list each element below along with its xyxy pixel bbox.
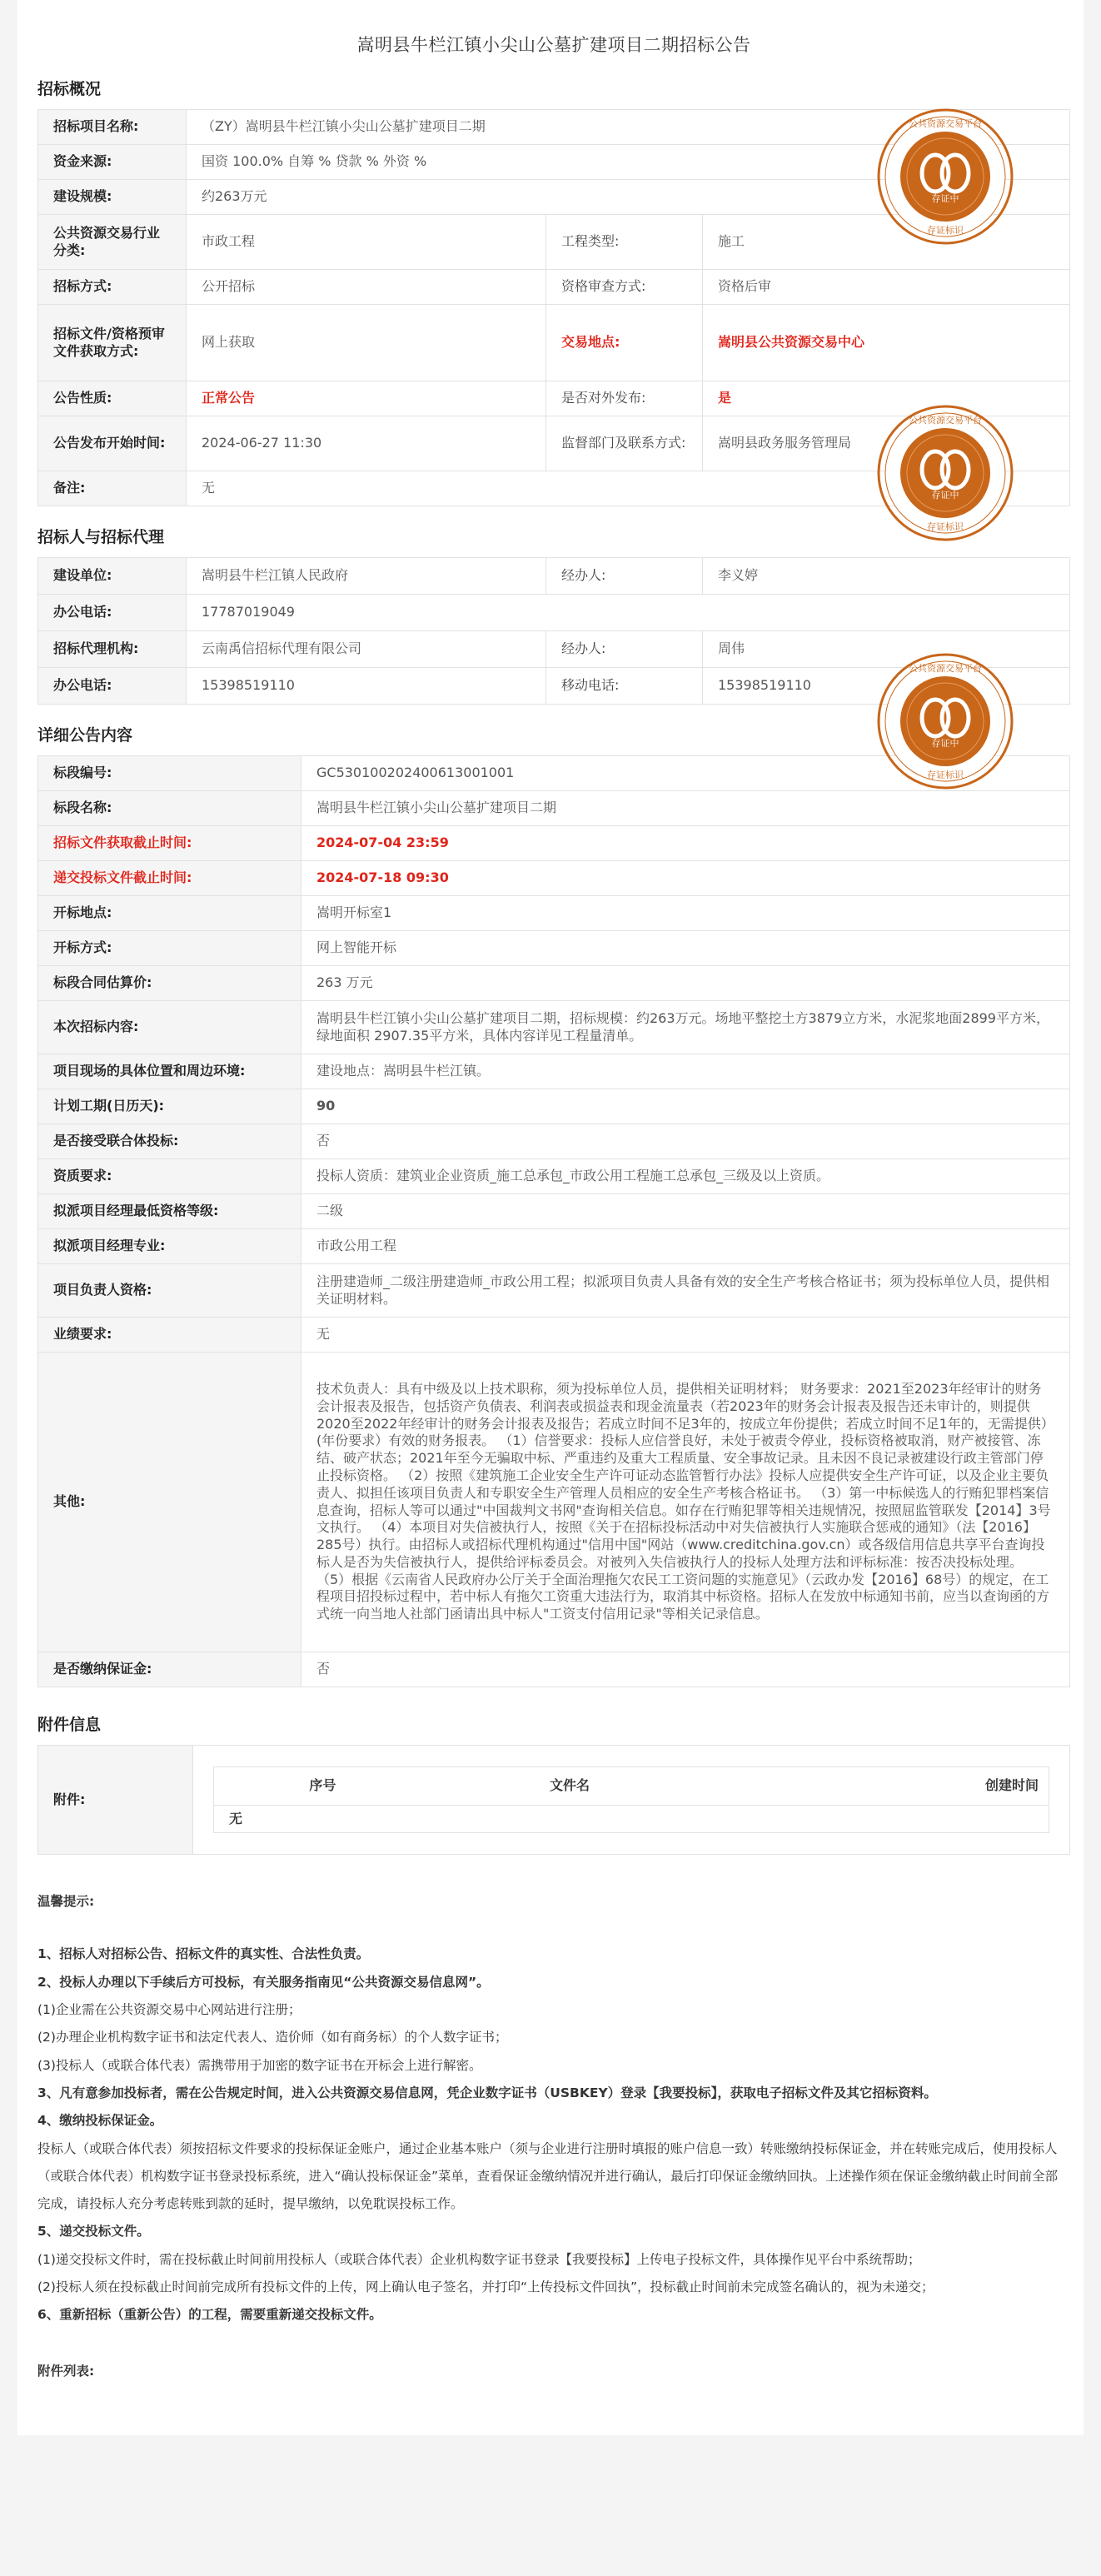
col-created: 创建时间 bbox=[708, 1766, 1049, 1805]
tips-line: 5、递交投标文件。 bbox=[37, 2224, 150, 2240]
detail-row bbox=[38, 1089, 1070, 1124]
label-project-name: 招标项目名称: bbox=[38, 110, 187, 145]
value-agent: 云南禹信招标代理有限公司 bbox=[187, 631, 546, 668]
seal-center-text: 存证中 bbox=[931, 490, 959, 501]
value-nature: 正常公告 bbox=[187, 381, 546, 416]
label-nature: 公告性质: bbox=[38, 381, 187, 416]
label-phone: 办公电话: bbox=[38, 595, 187, 631]
detail-label: 标段编号: bbox=[38, 756, 301, 791]
tips-line: 4、缴纳投标保证金。 bbox=[37, 2113, 163, 2129]
detail-label: 项目负责人资格: bbox=[38, 1264, 301, 1318]
tips-line: 投标人（或联合体代表）须按招标文件要求的投标保证金账户，通过企业基本账户（须与企业进行注册时填报的账户信息一致）转账缴纳投标保证金，并在转账完成后，使用投标人（或联合体代表）机构数字证书登录投标系统，进入“确认投标保证金”菜单，查看保证金缴纳情况并进行确认，最后打印保证金缴纳回执。上述操作须在保证金缴纳截止时间前全部完成，请投标人充分考虑转账到款的延时，提早缴纳，以免耽误投标工作。 bbox=[37, 2140, 1059, 2212]
detail-label: 拟派项目经理最低资格等级: bbox=[38, 1194, 301, 1229]
tips-line: (2)办理企业机构数字证书和法定代表人、造价师（如有商务标）的个人数字证书； bbox=[37, 2030, 508, 2045]
detail-label: 标段名称: bbox=[38, 791, 301, 826]
detail-value: 注册建造师_二级注册建造师_市政公用工程；拟派项目负责人具备有效的安全生产考核合格证书；须为投标单位人员，提供相关证明材料。 bbox=[301, 1264, 1070, 1318]
tips-line: 1、招标人对招标公告、招标文件的真实性、合法性负责。 bbox=[37, 1946, 370, 1962]
detail-value: 技术负责人：具有中级及以上技术职称，须为投标单位人员，提供相关证明材料； 财务要求：2021至2023年经审计的财务会计报表及报告，包括资产负债表、利润表或损益表和现金流量表（若2023年的财务会计报表及报告还未审计的，则提供2020至2022年经审计的财务会计报表及报告；若成立时间不足3年的，按成立年份提供；若成立时间不足1年的，无需提供）(年份要求）有效的财务报表。 （1）信誉要求：投标人应信誉良好，未处于被责令停业，投标资格被取消，财产被接管、冻结、破产状态；2021年至今无骗取中标、严重违约及重大工程质量、安全事故记录。且未因不良记录被建设行政主管部门停止投标资格。 （2）按照《建筑施工企业安全生产许可证动态监管暂行办法》投标人应提供安全生产许可证，以及企业主要负责人、拟担任该项目负责人和专职安全生产管理人员相应的安全生产考核合格证书。 （3）第一中标候选人的行贿犯罪档案信息查询，招标人等可以通过"中国裁判文书网"查询相关信息。如存在行贿犯罪等相关违规情况，按照屈监管联发【2014】3号文执行。 （4）本项目对失信被执行人，按照《关于在招标投标活动中对失信被执行人实施联合惩戒的通知》（法【2016】285号）执行。由招标人或招标代理机构通过"信用中国"网站（www.creditchina.gov.cn）或各级信用信息共享平台查询投标人是否为失信被执行人，提供给评标委员会。对被列入失信被执行人的投标人处理方法和评标标准：按否决投标处理。 （5）根据《云南省人民政府办公厅关于全面治理拖欠农民工工资问题的实施意见》（云政办发【2016】68号）的规定，在工程项目招投标过程中，若中标人有拖欠工资重大违法行为，取消其中标资格。招标人在发放中标通知书前，应当以查询函的方式统一向当地人社部门函请出具中标人"工资支付信用记录"等相关记录信息。 bbox=[301, 1353, 1070, 1652]
seal-center-text: 存证中 bbox=[931, 193, 959, 204]
tips-line: 2、投标人办理以下手续后方可投标，有关服务指南见“公共资源交易信息网”。 bbox=[37, 1974, 490, 1990]
detail-row bbox=[38, 1264, 1070, 1318]
detail-row bbox=[38, 826, 1070, 861]
page bbox=[17, 0, 1084, 2435]
detail-table bbox=[37, 755, 1070, 1687]
tips-line: 6、重新招标（重新公告）的工程，需要重新递交投标文件。 bbox=[37, 2307, 382, 2323]
value-mobile: 15398519110 bbox=[703, 668, 1070, 705]
section-agency: 招标人与招标代理 bbox=[37, 528, 165, 546]
detail-value: 网上智能开标 bbox=[301, 931, 1070, 966]
seal-ring-text: 公共资源交易平台 bbox=[909, 415, 982, 426]
label-review: 资格审查方式: bbox=[546, 270, 703, 305]
detail-label: 开标方式: bbox=[38, 931, 301, 966]
label-eng-type: 工程类型: bbox=[546, 215, 703, 270]
detail-value: 投标人资质：建筑业企业资质_施工总承包_市政公用工程施工总承包_三级及以上资质。 bbox=[301, 1159, 1070, 1194]
detail-row bbox=[38, 931, 1070, 966]
value-category: 市政工程 bbox=[187, 215, 546, 270]
detail-value: 建设地点：嵩明县牛栏江镇。 bbox=[301, 1054, 1070, 1089]
detail-label: 开标地点: bbox=[38, 896, 301, 931]
value-scale: 约263万元 bbox=[187, 180, 1070, 215]
detail-row bbox=[38, 1353, 1070, 1652]
attachment-list-label: 附件列表: bbox=[37, 2363, 95, 2379]
detail-row bbox=[38, 861, 1070, 896]
value-method: 公开招标 bbox=[187, 270, 546, 305]
col-filename: 文件名 bbox=[431, 1766, 709, 1805]
value-eng-type: 施工 bbox=[703, 215, 1070, 270]
label-method: 招标方式: bbox=[38, 270, 187, 305]
value-handler: 李义婷 bbox=[703, 558, 1070, 595]
detail-value: 2024-07-18 09:30 bbox=[301, 861, 1070, 896]
label-agent: 招标代理机构: bbox=[38, 631, 187, 668]
detail-row bbox=[38, 896, 1070, 931]
detail-value: 无 bbox=[301, 1318, 1070, 1353]
detail-value: 263 万元 bbox=[301, 966, 1070, 1001]
value-remark: 无 bbox=[187, 471, 1070, 506]
detail-value: GC5301002024006130010​01 bbox=[301, 756, 1070, 791]
detail-value: 90 bbox=[301, 1089, 1070, 1124]
detail-value: 二级 bbox=[301, 1194, 1070, 1229]
attachment-empty: 无 bbox=[214, 1805, 1049, 1833]
section-overview: 招标概况 bbox=[37, 80, 102, 98]
detail-label: 递交投标文件截止时间: bbox=[38, 861, 301, 896]
label-unit: 建设单位: bbox=[38, 558, 187, 595]
tips-line: (2)投标人须在投标截止时间前完成所有投标文件的上传，网上确认电子签名，并打印“上传投标文件回执”，投标截止时间前未完成签名确认的，视为未递交； bbox=[37, 2280, 934, 2295]
detail-label: 业绩要求: bbox=[38, 1318, 301, 1353]
value-public: 是 bbox=[703, 381, 1070, 416]
seal-ring-text: 公共资源交易平台 bbox=[909, 663, 982, 674]
label-public: 是否对外发布: bbox=[546, 381, 703, 416]
detail-label: 是否接受联合体投标: bbox=[38, 1124, 301, 1159]
section-attachment: 附件信息 bbox=[37, 1716, 102, 1734]
value-fund: 国资 100.0% 自筹 % 贷款 % 外资 % bbox=[187, 145, 1070, 180]
tips-heading: 温馨提示: bbox=[37, 1894, 95, 1909]
label-handler: 经办人: bbox=[546, 558, 703, 595]
label-remark: 备注: bbox=[38, 471, 187, 506]
value-time: 2024-06-27 11:30 bbox=[187, 416, 546, 471]
label-phone2: 办公电话: bbox=[38, 668, 187, 705]
tips-line: (1)递交投标文件时，需在投标截止时间前用投标人（或联合体代表）企业机构数字证书登录【我要投标】上传电子投标文件，具体操作见平台中系统帮助； bbox=[37, 2251, 921, 2267]
detail-row bbox=[38, 1001, 1070, 1054]
detail-row bbox=[38, 1159, 1070, 1194]
section-detail: 详细公告内容 bbox=[37, 726, 133, 745]
label-time: 公告发布开始时间: bbox=[38, 416, 187, 471]
attachment-table bbox=[37, 1745, 1070, 1855]
label-supervise: 监督部门及联系方式: bbox=[546, 416, 703, 471]
value-place: 嵩明县公共资源交易中心 bbox=[703, 305, 1070, 381]
tips-line: (3)投标人（或联合体代表）需携带用于加密的数字证书在开标会上进行解密。 bbox=[37, 2057, 482, 2073]
seal-stamp-3 bbox=[875, 651, 1015, 791]
label-mobile: 移动电话: bbox=[546, 668, 703, 705]
detail-row bbox=[38, 1124, 1070, 1159]
tips-line: 3、凡有意参加投标者，需在公告规定时间，进入公共资源交易信息网，凭企业数字证书（USBKEY）登录【我要投标】，获取电子招标文件及其它招标资料。 bbox=[37, 2085, 937, 2100]
detail-row bbox=[38, 1229, 1070, 1264]
detail-value: 嵩明开标室1 bbox=[301, 896, 1070, 931]
detail-value: 嵩明县牛栏江镇小尖山公墓扩建项目二期，招标规模：约263万元。场地平整挖土方3879立方米，水泥浆地面2899平方米，绿地面积 2907.35平方米，具体内容详见工程量清单。 bbox=[301, 1001, 1070, 1054]
detail-label: 项目现场的具体位置和周边环境: bbox=[38, 1054, 301, 1089]
value-handler2: 周伟 bbox=[703, 631, 1070, 668]
label-handler2: 经办人: bbox=[546, 631, 703, 668]
detail-value: 否 bbox=[301, 1652, 1070, 1687]
col-index: 序号 bbox=[214, 1766, 431, 1805]
value-phone2: 15398519110 bbox=[187, 668, 546, 705]
detail-row bbox=[38, 1318, 1070, 1353]
detail-value: 嵩明县牛栏江镇小尖山公墓扩建项目二期 bbox=[301, 791, 1070, 826]
tips-lines bbox=[37, 1941, 1070, 2329]
value-review: 资格后审 bbox=[703, 270, 1070, 305]
detail-row bbox=[38, 1652, 1070, 1687]
detail-label: 是否缴纳保证金: bbox=[38, 1652, 301, 1687]
label-category: 公共资源交易行业分类: bbox=[38, 215, 187, 270]
value-phone: 17787019049 bbox=[187, 595, 1070, 631]
detail-value: 2024-07-04 23:59 bbox=[301, 826, 1070, 861]
seal-center-text: 存证中 bbox=[931, 738, 959, 749]
seal-ring-text: 公共资源交易平台 bbox=[909, 118, 982, 129]
value-supervise: 嵩明县政务服务管理局 bbox=[703, 416, 1070, 471]
label-scale: 建设规模: bbox=[38, 180, 187, 215]
label-place: 交易地点: bbox=[546, 305, 703, 381]
detail-label: 本次招标内容: bbox=[38, 1001, 301, 1054]
page-title: 嵩明县牛栏江镇小尖山公墓扩建项目二期招标公告 bbox=[356, 35, 751, 55]
seal-stamp-2 bbox=[875, 403, 1015, 543]
seal-bottom-text: 存证标识 bbox=[927, 225, 964, 236]
detail-label: 拟派项目经理专业: bbox=[38, 1229, 301, 1264]
value-doc: 网上获取 bbox=[187, 305, 546, 381]
detail-row bbox=[38, 791, 1070, 826]
detail-label: 招标文件获取截止时间: bbox=[38, 826, 301, 861]
detail-row bbox=[38, 966, 1070, 1001]
value-project-name: （ZY）嵩明县牛栏江镇小尖山公墓扩建项目二期 bbox=[187, 110, 1070, 145]
detail-label: 计划工期(日历天): bbox=[38, 1089, 301, 1124]
value-unit: 嵩明县牛栏江镇人民政府 bbox=[187, 558, 546, 595]
seal-stamp-1 bbox=[875, 107, 1015, 247]
detail-row bbox=[38, 1194, 1070, 1229]
label-attachment: 附件: bbox=[38, 1746, 193, 1855]
detail-label: 资质要求: bbox=[38, 1159, 301, 1194]
detail-value: 否 bbox=[301, 1124, 1070, 1159]
seal-bottom-text: 存证标识 bbox=[927, 770, 964, 780]
label-fund: 资金来源: bbox=[38, 145, 187, 180]
detail-label: 标段合同估算价: bbox=[38, 966, 301, 1001]
seal-bottom-text: 存证标识 bbox=[927, 521, 964, 532]
detail-label: 其他: bbox=[38, 1353, 301, 1652]
attachment-inner-table bbox=[213, 1766, 1049, 1834]
tips-line: (1)企业需在公共资源交易中心网站进行注册； bbox=[37, 2001, 301, 2017]
detail-row bbox=[38, 1054, 1070, 1089]
tips bbox=[37, 1888, 1070, 2385]
detail-value: 市政公用工程 bbox=[301, 1229, 1070, 1264]
label-doc: 招标文件/资格预审文件获取方式: bbox=[38, 305, 187, 381]
